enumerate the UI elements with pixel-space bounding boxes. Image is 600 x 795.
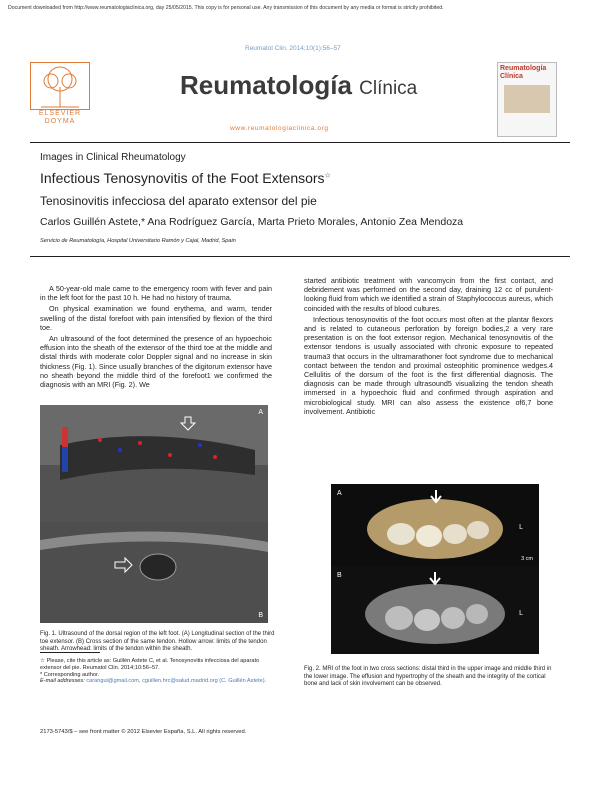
ultrasound-image-b <box>40 522 268 623</box>
journal-cover <box>497 62 557 137</box>
body-left-column <box>40 284 272 391</box>
mri-image-a <box>331 484 539 566</box>
article-affiliation: Servicio de Reumatología, Hospital Universitario Ramón y Cajal, Madrid, Spain <box>40 238 236 244</box>
header-rule <box>30 142 570 143</box>
journal-title: Reumatología Clínica <box>180 70 418 100</box>
fig2-label-a: A <box>337 490 342 497</box>
authors-rule <box>30 256 570 257</box>
tree-logo-icon <box>30 62 90 110</box>
article-subtitle: Tenosinovitis infecciosa del aparato extensor del pie <box>40 194 317 208</box>
article-title: Infectious Tenosynovitis of the Foot Extensors☆ <box>40 170 331 186</box>
fig2-scale: 3 cm <box>521 556 533 562</box>
body-right-column <box>304 276 553 418</box>
paragraph: A 50-year-old male came to the emergency room with fever and pain in the left foot for the past 10 h. He had no history of trauma. <box>40 284 272 303</box>
cover-image <box>504 85 550 113</box>
journal-citation[interactable]: Reumatol Clin. 2014;10(1):56–57 <box>245 45 341 52</box>
fig1-label-b: B <box>258 612 263 619</box>
footnote-emails: E-mail addresses: carangui@gmail.com, cguillen.hrc@salud.madrid.org (C. Guillén Astete). <box>40 678 267 685</box>
footnote-rule <box>40 652 100 653</box>
fig2-label-l-a: L <box>519 524 523 531</box>
paragraph: An ultrasound of the foot determined the presence of an hypoechoic effusion into the sheath of the extensor of the third toe at the middle and distal thirds with moderate color Doppler signal and no increase in skin thickness (Fig. 1). Since usually branches of the digitorum extensor have no sheath beyond the middle third of the forefoot1 we confirmed the diagnosis with an MRI (Fig. 2). We <box>40 334 272 390</box>
paragraph: Infectious tenosynovitis of the foot occurs most often at the plantar flexors and is related to cutaneous perforation by foreign bodies,2 a very rare presentation is on the foot extensor region. Mechanical tenosynovitis of the extensor tendons is usually associated with chronic exposure to repeated trauma3 that occurs in the ultramarathoner foot syndrome due to mechanical contact between the tendon and proximal osteophitic prominence wedges.4 Cellulitis of the dorsum of the foot is the first differential diagnosis. The diagnosis can be made through ultrasound5 visualizing the tendon sheath immersed in a hypoechoic fluid and confirmed through aspiration and microbiological study. MRI can also assess the existence of6,7 bone involvement. Antibiotic <box>304 314 553 416</box>
fig2-label-b: B <box>337 572 342 579</box>
journal-url[interactable]: www.reumatologiaclinica.org <box>230 125 329 132</box>
fig2-caption: Fig. 2. MRI of the foot in two cross sections: distal third in the upper image and middle third in the lower image. The effusion and hypertrophy of the sheath and the integrity of the cortical bone and lack of skin involvement can be observed. <box>304 666 552 688</box>
paragraph: started antibiotic treatment with vancomycin from the first contact, and debridement was performed on the second day, draining 12 cc of purulent-looking fluid from which we identified a strain of Staphylococcus aureus, which coincided with the results of blood cultures. <box>304 276 553 313</box>
fig1-label-a: A <box>258 409 263 416</box>
fig1-caption: Fig. 1. Ultrasound of the dorsal region of the left foot. (A) Longitudinal section of the third toe extensor. (B) Cross section of the same tendon. Hollow arrow: limits of the tendon sheath. Arrowhead: limits of the tendon within the sheath. <box>40 631 275 653</box>
publisher-sub: DOYMA <box>44 118 76 125</box>
cover-title: Reumatología Clínica <box>500 65 547 80</box>
article-authors: Carlos Guillén Astete,* Ana Rodríguez García, Marta Prieto Morales, Antonio Zea Mendoza <box>40 216 464 228</box>
ultrasound-image-a <box>40 405 268 522</box>
download-notice: Document downloaded from http://www.reumatologiaclinica.org, day 25/05/2015. This copy is for personal use. Any transmission of this document by any media or format is strictly prohibited. <box>8 5 444 11</box>
publisher-name: ELSEVIER <box>38 110 82 117</box>
copyright-line: 2173-5743/$ – see front matter © 2012 Elsevier España, S.L. All rights reserved. <box>40 729 247 735</box>
publisher-logo[interactable] <box>30 62 90 132</box>
paragraph: On physical examination we found erythema, and warm, tender swelling of the distal forefoot with pain intensified by flexion of the third toe. <box>40 304 272 332</box>
article-section: Images in Clinical Rheumatology <box>40 152 186 163</box>
fig2-label-l-b: L <box>519 610 523 617</box>
footnote-corresponding: * Corresponding author. <box>40 671 100 678</box>
footnote-citation: ☆ Please, cite this article as: Guillén Astete C, et al. Tenosynovitis infecciosa del aparato extensor del pie. Reumatol Clin. 2014;10:56–57. <box>40 658 260 671</box>
mri-image-b <box>331 566 539 654</box>
footnotes <box>40 658 276 685</box>
